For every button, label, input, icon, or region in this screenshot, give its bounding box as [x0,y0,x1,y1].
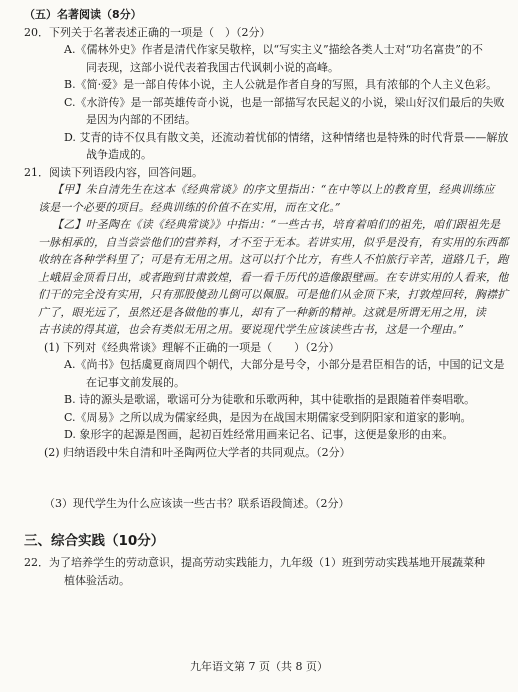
passage-yi-line1: 【乙】叶圣陶在《读《经典常谈》》中指出：“一些古书，培育着咱们的祖先，咱们跟祖先是 [52,218,501,231]
q21-sub1-option-a-line2: 在记事文前发展的。 [86,375,185,389]
q21-sub1-option-a-line1: A.《尚书》包括虞夏商周四个朝代，大部分是号令，小部分是君臣相告的话，中国的记文是 [64,358,505,371]
passage-jia-line2: 该是一个必要的项目。经典训练的价值不在实用，而在文化。” [38,200,341,214]
q20-option-b: B.《简·爱》是一部自传体小说，主人公就是作者自身的写照，具有浓郁的个人主义色彩。 [64,78,498,91]
q21-stem: 21．阅读下列语段内容，回答问题。 [24,165,203,179]
answer-space-sub2 [24,461,500,495]
page-footer: 九年语文第 7 页（共 8 页） [190,660,328,673]
passage-jia-line1: 【甲】朱自清先生在这本《经典常谈》的序文里指出：“在中等以上的教育里，经典训练应 [52,183,495,196]
passage-yi-line3: 收纳在各种学科里了；可是有无用之用。这可以打个比方，有些人不怕旅行辛苦，道路几千，跑 [38,253,509,266]
q20-stem: 20．下列关于名著表述正确的一项是（ ）（2分） [24,25,271,39]
q20-option-d-line1: D. 艾青的诗不仅具有散文美，还流动着忧郁的情绪，这种情绪也是特殊的时代背景——解放 [64,130,509,144]
q20-option-d-line2: 战争造成的。 [86,148,152,161]
q21-sub1-option-d: D. 象形字的起源是图画，起初百姓经常用画来记名、记事，这便是象形的由来。 [64,428,454,441]
q20-option-a-line1: A.《儒林外史》作者是清代作家吴敬梓，以“写实主义”描绘各类人士对“功名富贵”的不 [64,43,483,56]
q20-option-a-line2: 同表现，这部小说代表着我国古代讽刺小说的高峰。 [86,60,339,74]
q21-sub1-option-c: C.《周易》之所以成为儒家经典，是因为在战国末期儒家受到阴阳家和道家的影响。 [64,410,472,424]
q21-sub1-option-b: B. 诗的源头是歌谣，歌谣可分为徒歌和乐歌两种，其中徒歌指的是跟随着伴奏唱歌。 [64,393,476,406]
passage-yi-line2: 一脉相承的，自当尝尝他们的营养料，才不至于无本。若讲实用，似乎是没有，有实用的东西都 [38,235,509,249]
q20-option-c-line1: C.《水浒传》是一部英雄传奇小说，也是一部描写农民起义的小说，梁山好汉们最后的失败 [64,95,505,109]
q21-sub1-stem: (1) 下列对《经典常谈》理解不正确的一项是（ ）（2分） [44,340,340,354]
q21-sub3-stem: （3）现代学生为什么应该读一些古书？联系语段简述。（2分） [44,497,350,510]
q21-sub2-stem: (2) 归纳语段中朱自清和叶圣陶两位大学者的共同观点。（2分） [44,445,351,459]
passage-yi-line4: 上峨眉金顶看日出，或者跑到甘肃敦煌，看一看千历代的造像跟壁画。在专讲实用的人看来，他 [38,270,509,284]
q22-stem-line1: 22．为了培养学生的劳动意识，提高劳动实践能力，九年级（1）班到劳动实践基地开展蔬菜种 [24,556,485,569]
section-title-reading: （五）名著阅读（8分） [24,8,142,21]
passage-yi-line5: 们干的完全没有实用，只有那股傻劲儿倒可以佩服。可是他们从金顶下来，打敦煌回转，胸襟扩 [38,288,509,301]
q20-option-c-line2: 是因为内部的不团结。 [86,113,196,126]
passage-yi-line7: 古书读的得其道，也会有类似无用之用。要说现代学生应该读些古书，这是一个理由。” [38,323,464,336]
q22-stem-line2: 植体验活动。 [64,573,130,587]
section-title-practice: 三、综合实践（10分） [24,532,165,549]
passage-yi-line6: 广了，眼光远了，虽然还是各做他的事儿，却有了一种新的精神。这就是所谓无用之用，读 [38,305,486,319]
